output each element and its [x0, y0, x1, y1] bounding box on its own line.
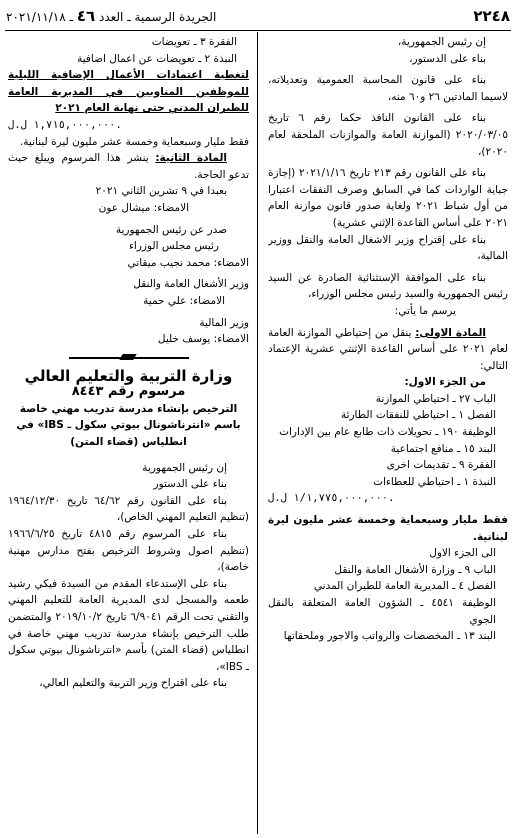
- article-1-label: المادة الاولى:: [415, 326, 486, 339]
- total-amount: ١,٧١٥,٠٠٠,٠٠٠ ل.ل.: [8, 118, 122, 131]
- paragraph: بناء على القانون النافذ حكما رقم ٦ تاريخ ٢٠٢٠/٠٣/٠٥ (الموازنة العامة والموازنات الملحقة لعام ٢٠٢٠)،: [268, 112, 508, 158]
- budget-line: الوظيفة ٤٥٤١ ـ الشؤون العامة المتعلقة بالنقل الجوي: [268, 597, 496, 626]
- budget-line: الباب ٩ ـ وزارة الأشغال العامة والنقل: [334, 563, 496, 576]
- title-prefix: الجريدة الرسمية ـ العدد: [98, 10, 217, 24]
- article-1: [268, 325, 508, 375]
- decree-subject: الترخيص بإنشاء مدرسة تدريب مهني خاصة باسم «انترناشونال بيوتي سكول ـ IBS» في انطلياس (قضاء المتن): [16, 402, 241, 449]
- budget-line: الفقرة ٩ ـ تقديمات اخرى: [386, 459, 496, 472]
- budget-line: النبذة ٢ ـ تعويضات عن اعمال اضافية: [77, 52, 237, 65]
- page-header: [6, 3, 510, 29]
- paragraph: إن رئيس الجمهورية: [142, 461, 227, 474]
- budget-line: الوظيفة ١٩٠ ـ تحويلات ذات طابع عام بين الإدارات: [279, 426, 496, 439]
- page-number: ٢٢٤٨: [473, 7, 510, 25]
- decree-number: مرسوم رقم ٨٤٤٣: [71, 384, 186, 400]
- paragraph: بناء على قانون المحاسبة العمومية وتعديلاته، لاسيما المادتين ٢٦ و٦٠ منه،: [268, 74, 508, 103]
- official-title: رئيس مجلس الوزراء: [128, 240, 219, 253]
- issue-number: ٤٦: [76, 7, 96, 25]
- to-part-heading: الى الجزء الاول: [429, 547, 496, 560]
- left-column: [8, 34, 249, 836]
- signing-place-date: بعبدا في ٩ تشرين الثاني ٢٠٢١: [95, 185, 227, 198]
- gazette-title: [6, 7, 216, 25]
- budget-line: الباب ٢٧ ـ احتياطي الموازنة: [375, 392, 496, 405]
- paragraph: بناء على الدستور: [153, 478, 227, 491]
- from-part-heading: من الجزء الاول:: [404, 376, 486, 389]
- paragraph: بناء على اقتراح وزير التربية والتعليم العالي،: [39, 677, 227, 690]
- section-separator: [8, 348, 249, 368]
- issue-date: ـ ٢٠٢١/١١/١٨: [6, 10, 73, 24]
- paragraph: بناء على القانون رقم ٢١٣ تاريخ ٢٠٢١/١/١٦ (إجازة جباية الواردات كما في السابق وصرف النفقات اعتبارا من أول شباط ٢٠٢١ ولغاية صدور قانون موازنة العام ٢٠٢١ على أساس القاعدة الإثني عشرية): [268, 167, 508, 229]
- purpose-text: لتغطية اعتمادات الأعمال الإضافية الليلية للموظفين المناوبين في المديرية العامة للطيران المدني حتى نهاية العام ٢٠٢١: [8, 69, 249, 115]
- amount-in-words: فقط مليار وسبعماية وخمسة عشر مليون ليرة لبنانية.: [19, 135, 249, 148]
- signature: الامضاء: علي حمية: [143, 294, 225, 307]
- official-title: وزير الأشغال العامة والنقل: [133, 278, 249, 291]
- amount-in-words: فقط مليار وسبعماية وخمسة عشر مليون ليرة لبنانية.: [268, 514, 508, 543]
- paragraph: بناء على الإستدعاء المقدم من السيدة فيكي رشيد طعمه والمسجل لدى المديرية العامة للتعليم المهني والتقني تحت الرقم ٦/٩٠٤١ تاريخ ٢٠١٩/١٠/٢ والمتضمن طلب الترخيص بإنشاء مدرسة تدريب مهني خاصة في انطلياس (قضاء المتن) بأسم «انترناشونال بيوتي سكول ـ IBS»،: [8, 577, 249, 673]
- paragraph: إن رئيس الجمهورية،: [397, 36, 486, 48]
- paragraph: بناء على القانون رقم ٦٤/٦٢ تاريخ ١٩٦٤/١٢/٣٠ (تنظيم التعليم المهني الخاص)،: [8, 494, 249, 524]
- paragraph: بناء على إقتراح وزير الاشغال العامة والنقل ووزير المالية،: [268, 233, 508, 263]
- paragraph: يرسم ما يأتي:: [394, 304, 456, 317]
- budget-line: البند ١٣ ـ المخصصات والرواتب والاجور وملحقاتها: [283, 630, 496, 643]
- paragraph: بناء على الموافقة الإستثنائية الصادرة عن السيد رئيس الجمهورية والسيد رئيس مجلس الوزراء،: [268, 271, 508, 301]
- ministry-heading: وزارة التربية والتعليم العالي: [24, 366, 233, 385]
- header-divider: [5, 30, 511, 31]
- budget-line: الفصل ١ ـ احتياطي للنفقات الطارئة: [340, 409, 496, 422]
- transfer-amount: ١/١,٧٧٥,٠٠٠,٠٠٠ ل.ل.: [268, 492, 395, 505]
- signature: الامضاء: ميشال عون: [98, 201, 189, 214]
- right-column: [268, 34, 508, 836]
- signature: الامضاء: يوسف خليل: [157, 333, 249, 346]
- article-2-label: المادة الثانية:: [155, 152, 227, 165]
- article-1-text: ينقل من إحتياطي الموازنة العامة لعام ٢٠٢١ على أساس القاعدة الإثنتي عشرية الإعتماد التالي:: [268, 326, 508, 372]
- paragraph: بناء على الدستور،: [409, 52, 486, 65]
- official-title: وزير المالية: [199, 316, 249, 329]
- article-2-text: ينشر هذا المرسوم ويبلغ حيث تدعو الحاجة.: [8, 152, 249, 181]
- column-divider: [257, 32, 258, 834]
- paragraph: بناء على المرسوم رقم ٤٨١٥ تاريخ ١٩٦٦/٦/٢٥ (تنظيم اصول وشروط الترخيص بفتح مدارس مهنية خاصة)،: [8, 528, 249, 574]
- budget-line: الفصل ٤ ـ المديرية العامة للطيران المدني: [313, 580, 496, 593]
- article-2: [8, 150, 249, 183]
- budget-line: البند ١٥ ـ منافع اجتماعية: [390, 442, 496, 455]
- budget-line: النبذة ١ ـ احتياطي للعطاءات: [373, 475, 496, 488]
- budget-line: الفقرة ٣ ـ تعويضات: [151, 36, 237, 48]
- issued-by: صدر عن رئيس الجمهورية: [115, 223, 227, 236]
- signature: الامضاء: محمد نجيب ميقاتي: [127, 256, 249, 269]
